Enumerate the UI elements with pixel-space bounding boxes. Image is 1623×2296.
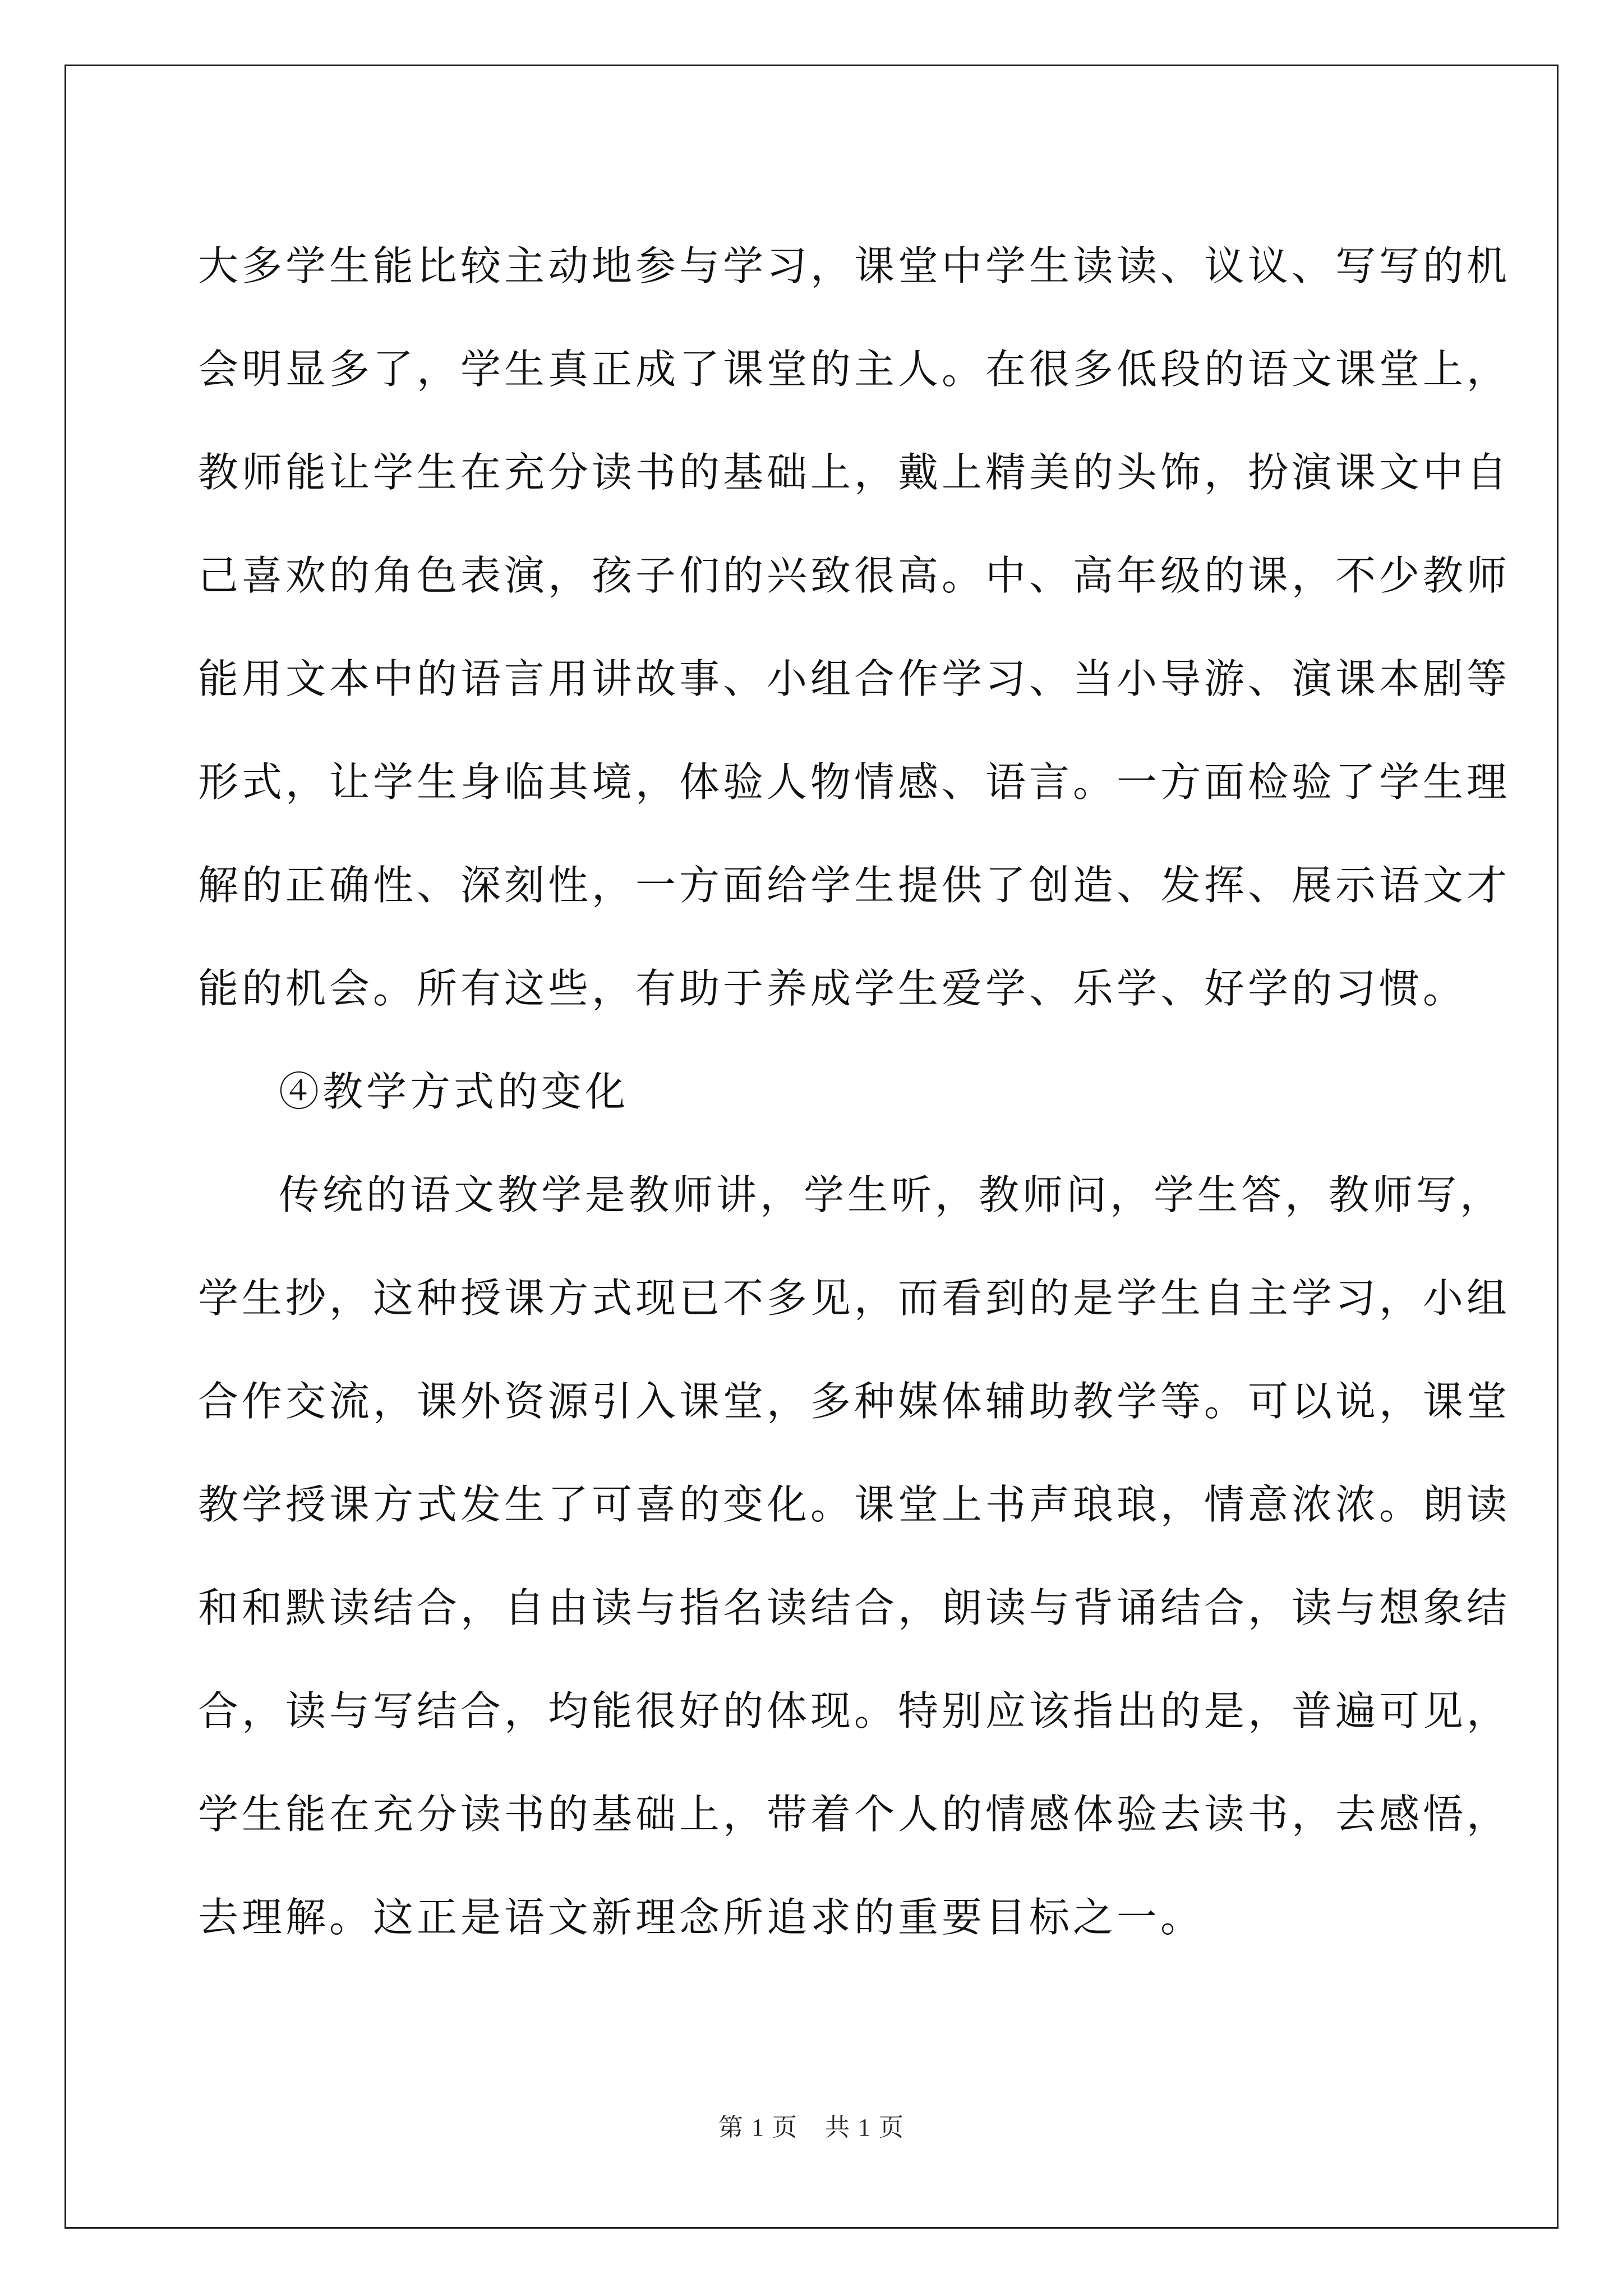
text-line: 能用文本中的语言用讲故事、小组合作学习、当小导游、演课本剧等 bbox=[198, 655, 1511, 702]
text-line: 教学授课方式发生了可喜的变化。课堂上书声琅琅，情意浓浓。朗读 bbox=[198, 1481, 1511, 1528]
section-heading: ④教学方式的变化 bbox=[279, 1068, 629, 1115]
text-line: 传统的语文教学是教师讲，学生听，教师问，学生答，教师写， bbox=[279, 1171, 1504, 1218]
page-total: 共 1 页 bbox=[825, 2114, 905, 2141]
document-body bbox=[198, 214, 1511, 1969]
text-line: 教师能让学生在充分读书的基础上，戴上精美的头饰，扮演课文中自 bbox=[198, 449, 1511, 496]
text-line: 学生能在充分读书的基础上，带着个人的情感体验去读书，去感悟， bbox=[198, 1791, 1511, 1838]
text-line: 合作交流，课外资源引入课堂，多种媒体辅助教学等。可以说，课堂 bbox=[198, 1378, 1511, 1425]
text-line: 和和默读结合，自由读与指名读结合，朗读与背诵结合，读与想象结 bbox=[198, 1584, 1511, 1631]
text-line: 己喜欢的角色表演，孩子们的兴致很高。中、高年级的课，不少教师 bbox=[198, 552, 1511, 599]
text-line: 大多学生能比较主动地参与学习，课堂中学生读读、议议、写写的机 bbox=[198, 242, 1511, 289]
paragraph-2 bbox=[198, 1143, 1511, 1969]
text-line: 合，读与写结合，均能很好的体现。特别应该指出的是，普遍可见， bbox=[198, 1687, 1511, 1734]
paragraph-1 bbox=[198, 214, 1511, 1040]
text-line: 能的机会。所有这些，有助于养成学生爱学、乐学、好学的习惯。 bbox=[198, 965, 1467, 1012]
text-line: 学生抄，这种授课方式现已不多见，而看到的是学生自主学习，小组 bbox=[198, 1274, 1511, 1322]
text-line: 解的正确性、深刻性，一方面给学生提供了创造、发挥、展示语文才 bbox=[198, 862, 1511, 909]
text-line: 去理解。这正是语文新理念所追求的重要目标之一。 bbox=[198, 1894, 1205, 1941]
text-line: 会明显多了，学生真正成了课堂的主人。在很多低段的语文课堂上， bbox=[198, 346, 1511, 393]
page-footer bbox=[0, 2107, 1623, 2143]
page-number: 第 1 页 bbox=[718, 2114, 798, 2141]
text-line: 形式，让学生身临其境，体验人物情感、语言。一方面检验了学生理 bbox=[198, 758, 1511, 806]
